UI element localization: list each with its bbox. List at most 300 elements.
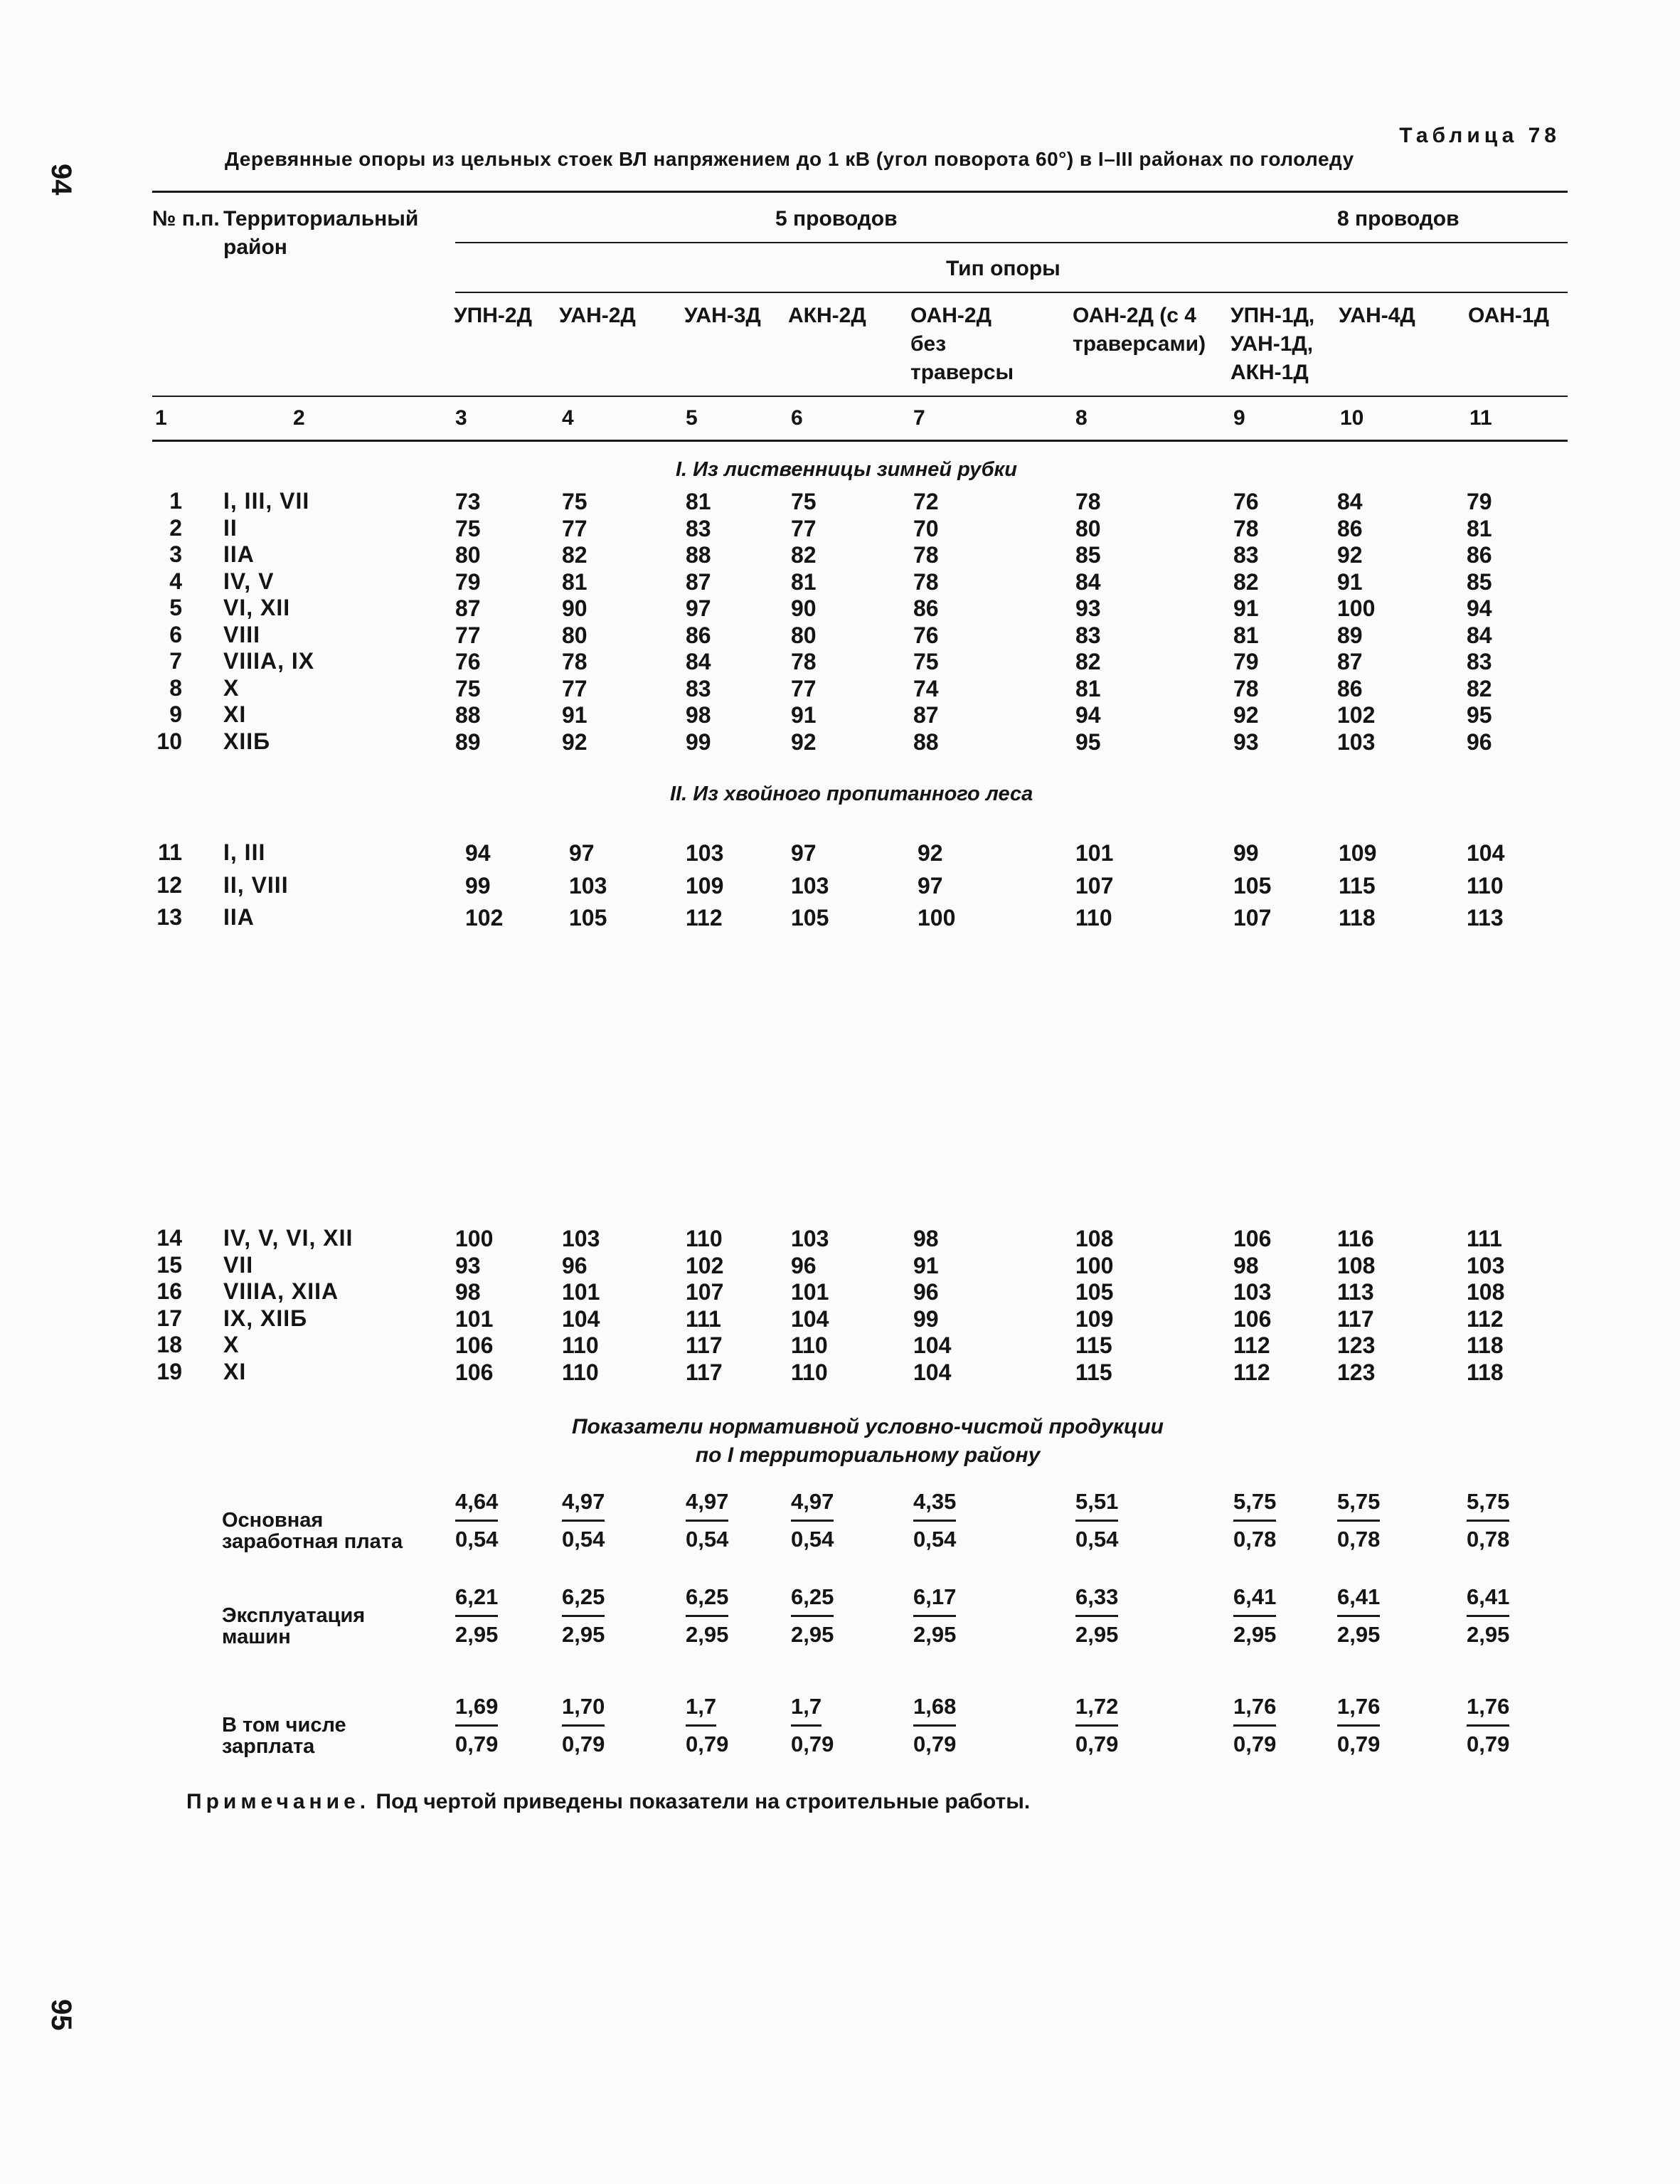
cell-col-6: 82 bbox=[791, 542, 817, 568]
cell-col-3: 75 bbox=[455, 515, 481, 541]
row-region: X bbox=[223, 674, 240, 701]
cell-col-9: 76 bbox=[1233, 489, 1259, 514]
cell-col-3: 76 bbox=[455, 649, 481, 674]
cell-col-8: 82 bbox=[1075, 649, 1101, 674]
cell-col-4: 75 bbox=[562, 489, 588, 514]
cell-col-6: 81 bbox=[791, 568, 817, 595]
cell-col-6: 104 bbox=[791, 1305, 829, 1332]
indicator-fraction bbox=[1467, 1584, 1526, 1648]
indicator-fraction bbox=[455, 1488, 515, 1553]
row-number: 12 bbox=[156, 871, 182, 898]
cell-col-11: 95 bbox=[1467, 702, 1492, 728]
cell-col-9: 92 bbox=[1233, 702, 1259, 728]
cell-col-4: 110 bbox=[562, 1359, 599, 1385]
cell-col-6: 110 bbox=[791, 1359, 828, 1385]
indicator-fraction bbox=[455, 1584, 515, 1648]
cell-col-5: 110 bbox=[686, 1226, 723, 1251]
table-label: Таблица 78 bbox=[1399, 124, 1561, 147]
header-wires-rule bbox=[455, 242, 1568, 243]
fraction-numerator: 1,72 bbox=[1075, 1693, 1118, 1727]
cell-col-8: 84 bbox=[1075, 568, 1101, 595]
row-region: XI bbox=[223, 1358, 247, 1384]
cell-col-3: 75 bbox=[455, 675, 481, 701]
fraction-numerator: 6,21 bbox=[455, 1584, 498, 1617]
cell-col-5: 99 bbox=[686, 728, 711, 755]
cell-col-8: 109 bbox=[1075, 1305, 1114, 1332]
cell-col-3: 106 bbox=[455, 1359, 494, 1385]
cell-col-9: 107 bbox=[1233, 905, 1272, 931]
type-col-9: УПН-1Д, УАН-1Д, АКН-1Д bbox=[1230, 304, 1315, 384]
fraction-denominator: 0,54 bbox=[913, 1527, 957, 1552]
row-number: 9 bbox=[169, 701, 182, 727]
row-region: IX, XIIБ bbox=[223, 1305, 308, 1331]
fraction-denominator: 0,54 bbox=[791, 1527, 834, 1552]
cell-col-4: 80 bbox=[562, 622, 588, 648]
fraction-numerator: 6,41 bbox=[1337, 1584, 1380, 1617]
cell-col-6: 96 bbox=[791, 1252, 817, 1278]
fraction-denominator: 0,78 bbox=[1467, 1527, 1510, 1552]
cell-col-8: 80 bbox=[1075, 515, 1101, 541]
indicator-fraction bbox=[913, 1488, 973, 1553]
cell-col-3: 89 bbox=[455, 728, 481, 755]
fraction-denominator: 0,79 bbox=[791, 1732, 834, 1756]
cell-col-11: 94 bbox=[1467, 595, 1492, 621]
fraction-numerator: 6,41 bbox=[1467, 1584, 1509, 1617]
colnum-9: 9 bbox=[1233, 406, 1245, 430]
row-number: 1 bbox=[169, 488, 182, 514]
cell-col-9: 98 bbox=[1233, 1252, 1259, 1278]
cell-col-7: 72 bbox=[913, 489, 939, 514]
cell-col-5: 81 bbox=[686, 489, 711, 514]
cell-col-3: 73 bbox=[455, 489, 481, 514]
cell-col-4: 103 bbox=[562, 1226, 600, 1251]
fraction-denominator: 0,79 bbox=[1075, 1732, 1119, 1756]
indicator-fraction bbox=[1233, 1488, 1293, 1553]
cell-col-7: 87 bbox=[913, 702, 939, 728]
cell-col-11: 113 bbox=[1467, 905, 1504, 931]
cell-col-9: 99 bbox=[1233, 840, 1259, 866]
cell-col-7: 104 bbox=[913, 1359, 952, 1385]
cell-col-9: 106 bbox=[1233, 1305, 1272, 1332]
indicator-fraction bbox=[791, 1584, 851, 1648]
fraction-numerator: 6,17 bbox=[913, 1584, 956, 1617]
fraction-denominator: 2,95 bbox=[1075, 1622, 1119, 1647]
cell-col-4: 81 bbox=[562, 568, 588, 595]
colnum-5: 5 bbox=[686, 406, 698, 430]
fraction-numerator: 1,76 bbox=[1233, 1693, 1276, 1727]
cell-col-4: 110 bbox=[562, 1332, 599, 1358]
fraction-denominator: 0,54 bbox=[1075, 1527, 1119, 1552]
section-2-title: II. Из хвойного пропитанного леса bbox=[670, 783, 1033, 805]
fraction-numerator: 1,70 bbox=[562, 1693, 605, 1727]
cell-col-4: 97 bbox=[569, 840, 595, 866]
fraction-numerator: 4,97 bbox=[562, 1488, 605, 1522]
fraction-numerator: 1,76 bbox=[1337, 1693, 1380, 1727]
cell-col-6: 101 bbox=[791, 1279, 829, 1305]
cell-col-6: 92 bbox=[791, 728, 817, 755]
row-number: 7 bbox=[169, 648, 182, 674]
cell-col-8: 83 bbox=[1075, 622, 1101, 648]
row-number: 13 bbox=[156, 904, 182, 930]
row-region: XIIБ bbox=[223, 728, 271, 754]
indicator-fraction bbox=[562, 1693, 622, 1758]
cell-col-7: 97 bbox=[918, 872, 943, 898]
cell-col-11: 85 bbox=[1467, 568, 1492, 595]
cell-col-11: 96 bbox=[1467, 728, 1492, 755]
cell-col-10: 103 bbox=[1337, 728, 1376, 755]
cell-col-10: 116 bbox=[1337, 1226, 1374, 1251]
cell-col-7: 74 bbox=[913, 675, 939, 701]
fraction-denominator: 2,95 bbox=[562, 1622, 605, 1647]
cell-col-5: 107 bbox=[686, 1279, 724, 1305]
row-region: VII bbox=[223, 1251, 254, 1278]
cell-col-8: 115 bbox=[1075, 1332, 1112, 1358]
indicator-fraction bbox=[1337, 1693, 1397, 1758]
section-1-title: I. Из лиственницы зимней рубки bbox=[676, 458, 1017, 481]
cell-col-11: 83 bbox=[1467, 649, 1492, 674]
fraction-denominator: 2,95 bbox=[791, 1622, 834, 1647]
row-number: 17 bbox=[156, 1305, 182, 1331]
colnum-1: 1 bbox=[155, 406, 167, 430]
cell-col-5: 97 bbox=[686, 595, 711, 621]
cell-col-4: 103 bbox=[569, 872, 607, 898]
cell-col-6: 110 bbox=[791, 1332, 828, 1358]
row-number: 10 bbox=[156, 728, 182, 754]
header-numbers-rule-bottom bbox=[152, 440, 1568, 442]
fraction-numerator: 1,7 bbox=[791, 1693, 822, 1727]
fraction-numerator: 5,75 bbox=[1467, 1488, 1509, 1522]
row-region: VI, XII bbox=[223, 595, 291, 620]
cell-col-9: 103 bbox=[1233, 1279, 1272, 1305]
cell-col-11: 81 bbox=[1467, 515, 1492, 541]
cell-col-7: 98 bbox=[913, 1226, 939, 1251]
fraction-numerator: 4,35 bbox=[913, 1488, 956, 1522]
fraction-numerator: 6,25 bbox=[791, 1584, 834, 1617]
cell-col-5: 98 bbox=[686, 702, 711, 728]
cell-col-7: 75 bbox=[913, 649, 939, 674]
cell-col-3: 102 bbox=[465, 905, 504, 931]
indicator-fraction bbox=[686, 1584, 745, 1648]
cell-col-9: 83 bbox=[1233, 542, 1259, 568]
row-number: 4 bbox=[169, 568, 182, 594]
cell-col-3: 87 bbox=[455, 595, 481, 621]
cell-col-6: 77 bbox=[791, 675, 817, 701]
cell-col-4: 105 bbox=[569, 905, 607, 931]
indicator-fraction bbox=[791, 1693, 851, 1758]
cell-col-11: 110 bbox=[1467, 872, 1504, 898]
cell-col-3: 94 bbox=[465, 840, 491, 866]
indicators-title-line1: Показатели нормативной условно-чистой продукции bbox=[571, 1415, 1164, 1438]
cell-col-11: 84 bbox=[1467, 622, 1492, 648]
cell-col-6: 105 bbox=[791, 905, 829, 931]
fraction-numerator: 6,25 bbox=[562, 1584, 605, 1617]
cell-col-6: 80 bbox=[791, 622, 817, 648]
fraction-numerator: 4,64 bbox=[455, 1488, 498, 1522]
cell-col-7: 96 bbox=[913, 1279, 939, 1305]
cell-col-8: 101 bbox=[1075, 840, 1114, 866]
type-col-4: УАН-2Д bbox=[559, 304, 636, 327]
cell-col-3: 100 bbox=[455, 1226, 494, 1251]
indicator-fraction bbox=[686, 1693, 745, 1758]
header-type-rule bbox=[455, 292, 1568, 293]
note-lead: Примечание. bbox=[186, 1790, 371, 1813]
cell-col-6: 90 bbox=[791, 595, 817, 621]
cell-col-6: 103 bbox=[791, 872, 829, 898]
cell-col-11: 103 bbox=[1467, 1252, 1505, 1278]
fraction-numerator: 4,97 bbox=[686, 1488, 728, 1522]
cell-col-7: 99 bbox=[913, 1305, 939, 1332]
fraction-denominator: 0,79 bbox=[1337, 1732, 1381, 1756]
cell-col-9: 81 bbox=[1233, 622, 1259, 648]
page-number-bottom: 95 bbox=[46, 1999, 77, 2031]
header-top-rule bbox=[152, 191, 1568, 193]
cell-col-9: 106 bbox=[1233, 1226, 1272, 1251]
colnum-4: 4 bbox=[562, 406, 574, 430]
indicator-fraction bbox=[562, 1488, 622, 1553]
cell-col-6: 75 bbox=[791, 489, 817, 514]
row-region: XI bbox=[223, 701, 247, 727]
row-region: VIIIА, IX bbox=[223, 648, 315, 674]
cell-col-8: 78 bbox=[1075, 489, 1101, 514]
cell-col-11: 118 bbox=[1467, 1359, 1504, 1385]
header-eight-wires: 8 проводов bbox=[1337, 207, 1460, 230]
indicator-fraction bbox=[913, 1693, 973, 1758]
cell-col-7: 91 bbox=[913, 1252, 939, 1278]
indicator-fraction bbox=[1233, 1584, 1293, 1648]
header-num: № п.п. bbox=[152, 207, 220, 230]
cell-col-7: 100 bbox=[918, 905, 956, 931]
row-number: 18 bbox=[156, 1332, 182, 1357]
type-col-11: ОАН-1Д bbox=[1468, 304, 1549, 327]
cell-col-10: 91 bbox=[1337, 568, 1363, 595]
cell-col-5: 109 bbox=[686, 872, 724, 898]
cell-col-9: 105 bbox=[1233, 872, 1272, 898]
cell-col-9: 112 bbox=[1233, 1359, 1270, 1385]
table-caption: Деревянные опоры из цельных стоек ВЛ напряжением до 1 кВ (угол поворота 60°) в I–III районах по гололеду bbox=[225, 148, 1354, 170]
indicator-fraction bbox=[1233, 1693, 1293, 1758]
header-region: Территориальный район bbox=[223, 207, 419, 259]
cell-col-5: 112 bbox=[686, 905, 723, 931]
fraction-denominator: 2,95 bbox=[1337, 1622, 1381, 1647]
indicator-label: Основная заработная плата bbox=[222, 1509, 403, 1553]
row-region: VIII bbox=[223, 621, 261, 647]
cell-col-7: 76 bbox=[913, 622, 939, 648]
fraction-denominator: 2,95 bbox=[1467, 1622, 1510, 1647]
cell-col-9: 78 bbox=[1233, 515, 1259, 541]
cell-col-3: 77 bbox=[455, 622, 481, 648]
type-col-7: ОАН-2Д без траверсы bbox=[910, 304, 1014, 384]
cell-col-3: 80 bbox=[455, 542, 481, 568]
row-region: I, III, VII bbox=[223, 488, 310, 514]
row-region: I, III bbox=[223, 839, 266, 865]
cell-col-7: 104 bbox=[913, 1332, 952, 1358]
indicator-fraction bbox=[1075, 1693, 1135, 1758]
cell-col-5: 86 bbox=[686, 622, 711, 648]
cell-col-9: 93 bbox=[1233, 728, 1259, 755]
indicator-fraction bbox=[1075, 1584, 1135, 1648]
fraction-numerator: 6,33 bbox=[1075, 1584, 1118, 1617]
type-col-10: УАН-4Д bbox=[1339, 304, 1415, 327]
row-number: 11 bbox=[158, 839, 182, 865]
cell-col-4: 96 bbox=[562, 1252, 588, 1278]
cell-col-6: 103 bbox=[791, 1226, 829, 1251]
cell-col-10: 86 bbox=[1337, 675, 1363, 701]
cell-col-7: 70 bbox=[913, 515, 939, 541]
colnum-6: 6 bbox=[791, 406, 803, 430]
row-region: IV, V bbox=[223, 568, 275, 594]
cell-col-9: 78 bbox=[1233, 675, 1259, 701]
row-region: X bbox=[223, 1332, 240, 1357]
cell-col-4: 91 bbox=[562, 702, 588, 728]
type-col-5: УАН-3Д bbox=[684, 304, 761, 327]
cell-col-8: 110 bbox=[1075, 905, 1112, 931]
type-col-3: УПН-2Д bbox=[454, 304, 532, 327]
fraction-denominator: 0,79 bbox=[913, 1732, 957, 1756]
fraction-denominator: 0,54 bbox=[686, 1527, 729, 1552]
cell-col-5: 84 bbox=[686, 649, 711, 674]
cell-col-8: 85 bbox=[1075, 542, 1101, 568]
cell-col-3: 106 bbox=[455, 1332, 494, 1358]
colnum-7: 7 bbox=[913, 406, 925, 430]
cell-col-7: 78 bbox=[913, 542, 939, 568]
indicator-fraction bbox=[686, 1488, 745, 1553]
indicator-fraction bbox=[455, 1693, 515, 1758]
cell-col-7: 92 bbox=[918, 840, 943, 866]
cell-col-10: 115 bbox=[1339, 872, 1376, 898]
cell-col-8: 94 bbox=[1075, 702, 1101, 728]
cell-col-8: 107 bbox=[1075, 872, 1114, 898]
row-region: II, VIII bbox=[223, 871, 289, 898]
indicator-fraction bbox=[913, 1584, 973, 1648]
fraction-numerator: 5,75 bbox=[1337, 1488, 1380, 1522]
row-region: VIIIА, XIIА bbox=[223, 1278, 339, 1304]
type-col-8: ОАН-2Д (с 4 траверсами) bbox=[1073, 304, 1206, 356]
cell-col-5: 117 bbox=[686, 1332, 723, 1358]
cell-col-3: 101 bbox=[455, 1305, 494, 1332]
row-number: 14 bbox=[156, 1225, 182, 1251]
fraction-numerator: 4,97 bbox=[791, 1488, 834, 1522]
cell-col-10: 123 bbox=[1337, 1359, 1376, 1385]
row-number: 15 bbox=[156, 1251, 182, 1278]
cell-col-10: 117 bbox=[1337, 1305, 1374, 1332]
cell-col-5: 83 bbox=[686, 515, 711, 541]
colnum-8: 8 bbox=[1075, 406, 1088, 430]
colnum-10: 10 bbox=[1340, 406, 1364, 430]
cell-col-10: 84 bbox=[1337, 489, 1363, 514]
header-numbers-rule-top bbox=[152, 396, 1568, 397]
cell-col-8: 95 bbox=[1075, 728, 1101, 755]
cell-col-8: 108 bbox=[1075, 1226, 1114, 1251]
row-number: 6 bbox=[169, 621, 182, 647]
cell-col-5: 111 bbox=[686, 1305, 721, 1332]
cell-col-10: 109 bbox=[1339, 840, 1377, 866]
fraction-numerator: 1,69 bbox=[455, 1693, 498, 1727]
cell-col-11: 108 bbox=[1467, 1279, 1505, 1305]
fraction-denominator: 0,79 bbox=[1467, 1732, 1510, 1756]
cell-col-10: 89 bbox=[1337, 622, 1363, 648]
cell-col-3: 79 bbox=[455, 568, 481, 595]
cell-col-6: 97 bbox=[791, 840, 817, 866]
cell-col-10: 123 bbox=[1337, 1332, 1376, 1358]
cell-col-4: 90 bbox=[562, 595, 588, 621]
indicator-fraction bbox=[1467, 1693, 1526, 1758]
cell-col-9: 112 bbox=[1233, 1332, 1270, 1358]
header-five-wires: 5 проводов bbox=[775, 207, 898, 230]
colnum-11: 11 bbox=[1469, 406, 1492, 430]
fraction-denominator: 0,79 bbox=[455, 1732, 499, 1756]
cell-col-8: 105 bbox=[1075, 1279, 1114, 1305]
cell-col-7: 86 bbox=[913, 595, 939, 621]
fraction-numerator: 6,41 bbox=[1233, 1584, 1276, 1617]
fraction-denominator: 2,95 bbox=[1233, 1622, 1277, 1647]
cell-col-8: 93 bbox=[1075, 595, 1101, 621]
row-region: IV, V, VI, XII bbox=[223, 1225, 353, 1251]
cell-col-9: 79 bbox=[1233, 649, 1259, 674]
fraction-denominator: 2,95 bbox=[455, 1622, 499, 1647]
fraction-numerator: 6,25 bbox=[686, 1584, 728, 1617]
cell-col-10: 118 bbox=[1339, 905, 1376, 931]
fraction-numerator: 5,75 bbox=[1233, 1488, 1276, 1522]
page-number-top: 94 bbox=[46, 164, 77, 196]
cell-col-10: 86 bbox=[1337, 515, 1363, 541]
cell-col-3: 88 bbox=[455, 702, 481, 728]
type-col-6: АКН-2Д bbox=[788, 304, 866, 327]
cell-col-4: 78 bbox=[562, 649, 588, 674]
fraction-denominator: 0,79 bbox=[562, 1732, 605, 1756]
fraction-numerator: 1,7 bbox=[686, 1693, 716, 1727]
row-number: 5 bbox=[169, 595, 182, 620]
indicator-fraction bbox=[1337, 1488, 1397, 1553]
fraction-denominator: 2,95 bbox=[686, 1622, 729, 1647]
cell-col-6: 77 bbox=[791, 515, 817, 541]
table-note bbox=[186, 1790, 1030, 1814]
indicator-fraction bbox=[1075, 1488, 1135, 1553]
cell-col-5: 117 bbox=[686, 1359, 723, 1385]
header-support-type: Тип опоры bbox=[946, 257, 1060, 280]
row-number: 16 bbox=[156, 1278, 182, 1304]
cell-col-9: 91 bbox=[1233, 595, 1259, 621]
cell-col-4: 104 bbox=[562, 1305, 600, 1332]
cell-col-11: 112 bbox=[1467, 1305, 1504, 1332]
indicator-label: Эксплуатация машин bbox=[222, 1604, 366, 1648]
row-number: 19 bbox=[156, 1358, 182, 1384]
cell-col-11: 86 bbox=[1467, 542, 1492, 568]
cell-col-10: 113 bbox=[1337, 1279, 1374, 1305]
fraction-numerator: 1,76 bbox=[1467, 1693, 1509, 1727]
cell-col-4: 77 bbox=[562, 515, 588, 541]
fraction-denominator: 0,78 bbox=[1233, 1527, 1277, 1552]
indicator-fraction bbox=[1337, 1584, 1397, 1648]
cell-col-4: 77 bbox=[562, 675, 588, 701]
cell-col-5: 87 bbox=[686, 568, 711, 595]
colnum-2: 2 bbox=[293, 406, 305, 430]
row-number: 2 bbox=[169, 514, 182, 541]
indicator-fraction bbox=[1467, 1488, 1526, 1553]
indicator-fraction bbox=[791, 1488, 851, 1553]
cell-col-8: 100 bbox=[1075, 1252, 1114, 1278]
cell-col-8: 81 bbox=[1075, 675, 1101, 701]
fraction-denominator: 0,54 bbox=[562, 1527, 605, 1552]
cell-col-7: 88 bbox=[913, 728, 939, 755]
cell-col-10: 87 bbox=[1337, 649, 1363, 674]
cell-col-10: 92 bbox=[1337, 542, 1363, 568]
indicator-fraction bbox=[562, 1584, 622, 1648]
cell-col-3: 99 bbox=[465, 872, 491, 898]
cell-col-11: 79 bbox=[1467, 489, 1492, 514]
indicator-label: В том числе зарплата bbox=[222, 1714, 346, 1758]
row-number: 3 bbox=[169, 541, 182, 567]
fraction-numerator: 1,68 bbox=[913, 1693, 956, 1727]
